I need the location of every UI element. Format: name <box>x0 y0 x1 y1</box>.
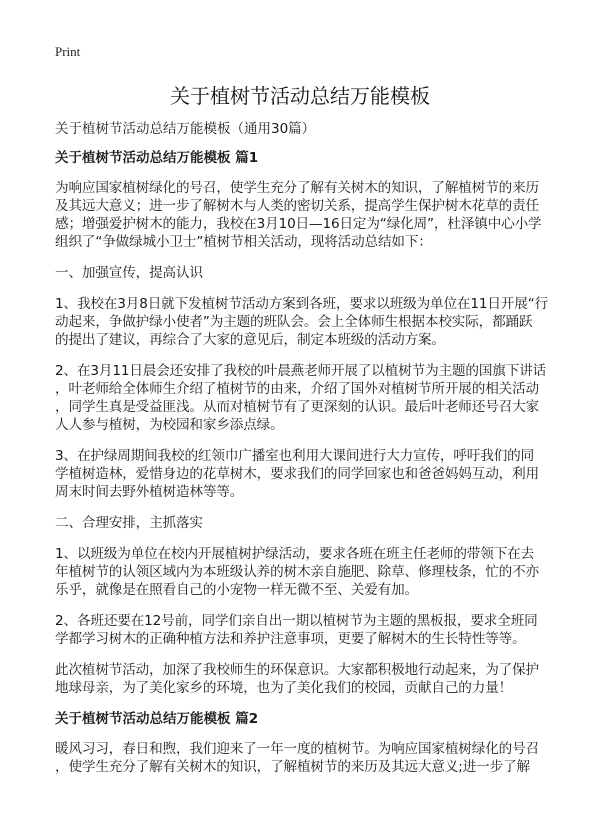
text-line: 学都学习树木的正确种植方法和养护注意事项，更要了解树木的生长特性等等。 <box>55 631 526 647</box>
text-line: 二、合理安排，主抓落实 <box>55 515 203 531</box>
text-line: 学植树造林，爱惜身边的花草树木，要求我们的同学回家也和爸爸妈妈互动，利用 <box>55 466 539 482</box>
paragraph <box>55 295 555 349</box>
paragraph <box>55 545 555 599</box>
document-blocks <box>55 149 555 776</box>
text-line: 此次植树节活动，加深了我校师生的环保意识。大家都积极地行动起来，为了保护 <box>55 662 539 678</box>
section-heading <box>55 710 555 728</box>
text-line: 1、我校在3月8日就下发植树节活动方案到各班，要求以班级为单位在11日开展“行 <box>55 296 549 312</box>
text-line: 2、在3月11日晨会还安排了我校的叶晨燕老师开展了以植树节为主题的国旗下讲话 <box>55 363 547 379</box>
text-line: 乐乎，就像是在照看自己的小宠物一样无微不至、关爱有加。 <box>55 582 418 598</box>
text-line: ，同学生真是受益匪浅。从而对植树节有了更深刻的认识。最后叶老师还号召大家 <box>55 399 539 415</box>
text-line: 关于植树节活动总结万能模板 篇2 <box>55 711 259 727</box>
paragraph <box>55 661 555 697</box>
text-line: 组织了“争做绿城小卫士”植树节相关活动，现将活动总结如下： <box>55 234 432 250</box>
text-line: 感；增强爱护树木的能力，我校在3月10日—16日定为“绿化周”，杜泽镇中心小学 <box>55 216 542 232</box>
paragraph <box>55 362 555 434</box>
text-line: 为响应国家植树绿化的号召，使学生充分了解有关树木的知识，了解植树节的来历 <box>55 180 539 196</box>
text-line: ，叶老师给全体师生介绍了植树节的由来，介绍了国外对植树节所开展的相关活动 <box>55 381 539 397</box>
document-body <box>55 120 555 789</box>
text-line: 及其远大意义；进一步了解树木与人类的密切关系，提高学生保护树木花草的责任 <box>55 198 539 214</box>
text-line: 关于植树节活动总结万能模板 篇1 <box>55 150 259 166</box>
text-line: 3、在护绿周期间我校的红领巾广播室也利用大课间进行大力宣传，呼吁我们的同 <box>55 448 535 464</box>
paragraph <box>55 179 555 251</box>
text-line: 一、加强宣传，提高认识 <box>55 265 203 281</box>
paragraph <box>55 447 555 501</box>
document-subtitle: 关于植树节活动总结万能模板（通用30篇） <box>55 121 316 137</box>
page-title: 关于植树节活动总结万能模板 <box>170 84 430 108</box>
text-line: ，使学生充分了解有关树木的知识，了解植树节的来历及其远大意义;进一步了解 <box>55 759 530 775</box>
text-line: 1、以班级为单位在校内开展植树护绿活动，要求各班在班主任老师的带领下在去 <box>55 546 535 562</box>
text-line: 动起来，争做护绿小使者”为主题的班队会。会上全体师生根据本校实际，都踊跃 <box>55 314 533 330</box>
paragraph <box>55 612 555 648</box>
text-line: 地球母亲，为了美化家乡的环境，也为了美化我们的校园，贡献自己的力量！ <box>55 680 513 696</box>
paragraph <box>55 740 555 776</box>
text-line: 年植树节的认领区域内为本班级认养的树木亲自施肥、除草、修理枝条，忙的不亦 <box>55 564 539 580</box>
section-heading <box>55 149 555 167</box>
print-link[interactable]: Print <box>55 44 81 59</box>
paragraph <box>55 514 555 532</box>
paragraph <box>55 264 555 282</box>
text-line: 2、各班还要在12号前，同学们亲自出一期以植树节为主题的黑板报，要求全班同 <box>55 613 538 629</box>
text-line: 暖风习习，春日和煦，我们迎来了一年一度的植树节。为响应国家植树绿化的号召 <box>55 741 539 757</box>
text-line: 的提出了建议，再综合了大家的意见后，制定本班级的活动方案。 <box>55 332 445 348</box>
text-line: 周末时间去野外植树造林等等。 <box>55 484 244 500</box>
text-line: 人人参与植树，为校园和家乡添点绿。 <box>55 417 284 433</box>
